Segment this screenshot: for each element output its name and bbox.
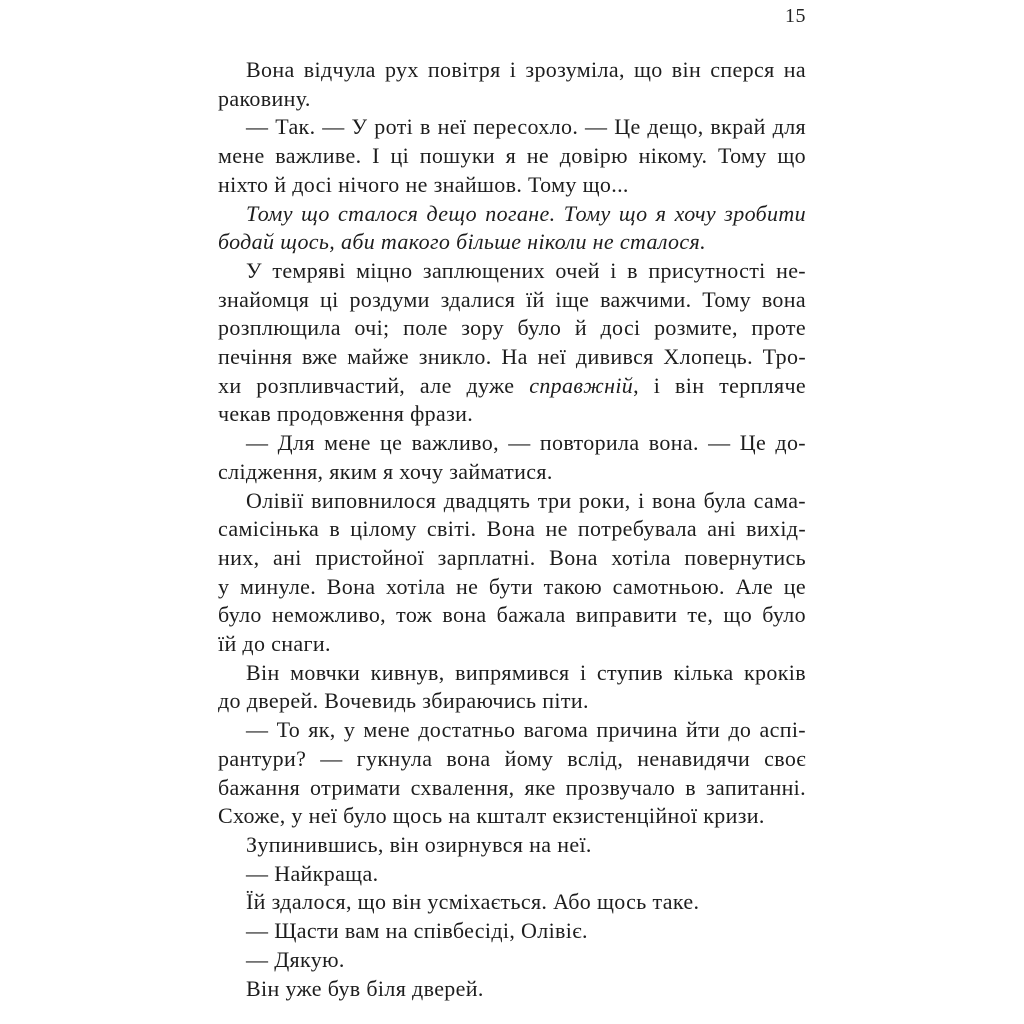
page-number: 15 — [785, 5, 806, 27]
text-line: печіння вже майже зникло. На неї дивився Хлопець. Тро- — [218, 344, 806, 370]
text-line: — Щасти вам на співбесіді, Олівіє. — [246, 918, 588, 944]
text-line: бодай щось, аби такого більше ніколи не сталося. — [218, 229, 706, 255]
text-line: У темряві міцно заплющених очей і в присутності не- — [246, 257, 806, 283]
emphasized-word: справжній — [529, 372, 634, 398]
text-line: рантури? — гукнула вона йому вслід, ненавидячи своє — [218, 745, 806, 771]
text-segment: хи розпливчастий, але дуже — [218, 372, 530, 398]
text-line: Їй здалося, що він усміхається. Або щось таке. — [246, 889, 700, 915]
text-line: — То як, у мене достатньо вагома причина йти до аспі- — [246, 717, 806, 743]
text-line: Тому що сталося дещо погане. Тому що я хочу зробити — [246, 200, 806, 226]
text-line: бажання отримати схвалення, яке прозвучало в запитанні. — [218, 774, 806, 800]
paragraph — [218, 946, 806, 975]
text-line: — Дякую. — [246, 946, 345, 972]
paragraph — [218, 659, 806, 716]
text-line: ніхто й досі нічого не знайшов. Тому що... — [218, 171, 629, 197]
paragraph — [218, 56, 806, 113]
text-line: мене важливе. І ці пошуки я не довірю нікому. Тому що — [218, 143, 806, 169]
text-line: — Для мене це важливо, — повторила вона. — Це до- — [246, 430, 806, 456]
text-line: знайомця ці роздуми здалися їй іще важчими. Тому вона — [218, 286, 806, 312]
text-line: них, ані пристойної зарплатні. Вона хотіла повернутись — [218, 544, 806, 570]
text-segment: , і він терпляче — [633, 372, 806, 398]
text-line: у минуле. Вона хотіла не бути такою самотньою. Але це — [218, 573, 806, 599]
paragraph — [218, 831, 806, 860]
text-line: — Найкраща. — [246, 860, 379, 886]
text-line: самісінька в цілому світі. Вона не потребувала ані вихід- — [218, 516, 806, 542]
text-line: Схоже, у неї було щось на кшталт екзистенційної кризи. — [218, 803, 765, 829]
text-line: розплющила очі; поле зору було й досі розмите, проте — [218, 315, 806, 341]
paragraph — [218, 975, 806, 1004]
paragraph — [218, 917, 806, 946]
text-line: до дверей. Вочевидь збираючись піти. — [218, 688, 589, 714]
text-line: — Так. — У роті в неї пересохло. — Це дещо, вкрай для — [246, 114, 806, 140]
text-line: Він уже був біля дверей. — [246, 975, 484, 1001]
text-line: їй до снаги. — [218, 631, 331, 657]
text-line: чекав продовження фрази. — [218, 401, 474, 427]
text-line: Вона відчула рух повітря і зрозуміла, що він сперся на — [246, 57, 806, 82]
paragraph — [218, 487, 806, 659]
text-line: слідження, яким я хочу займатися. — [218, 458, 553, 484]
paragraph-emphasized — [218, 200, 806, 257]
paragraph — [218, 716, 806, 831]
text-line: Олівії виповнилося двадцять три роки, і вона була сама- — [246, 487, 806, 513]
text-line: раковину. — [218, 85, 311, 111]
text-line: було неможливо, тож вона бажала виправити те, що було — [218, 602, 806, 628]
text-block — [218, 56, 806, 1003]
text-line: Він мовчки кивнув, випрямився і ступив кілька кроків — [246, 659, 806, 685]
text-line — [218, 372, 806, 401]
paragraph — [218, 113, 806, 199]
paragraph — [218, 888, 806, 917]
paragraph — [218, 429, 806, 486]
paragraph — [218, 860, 806, 889]
text-line: Зупинившись, він озирнувся на неї. — [246, 831, 592, 857]
paragraph — [218, 257, 806, 429]
